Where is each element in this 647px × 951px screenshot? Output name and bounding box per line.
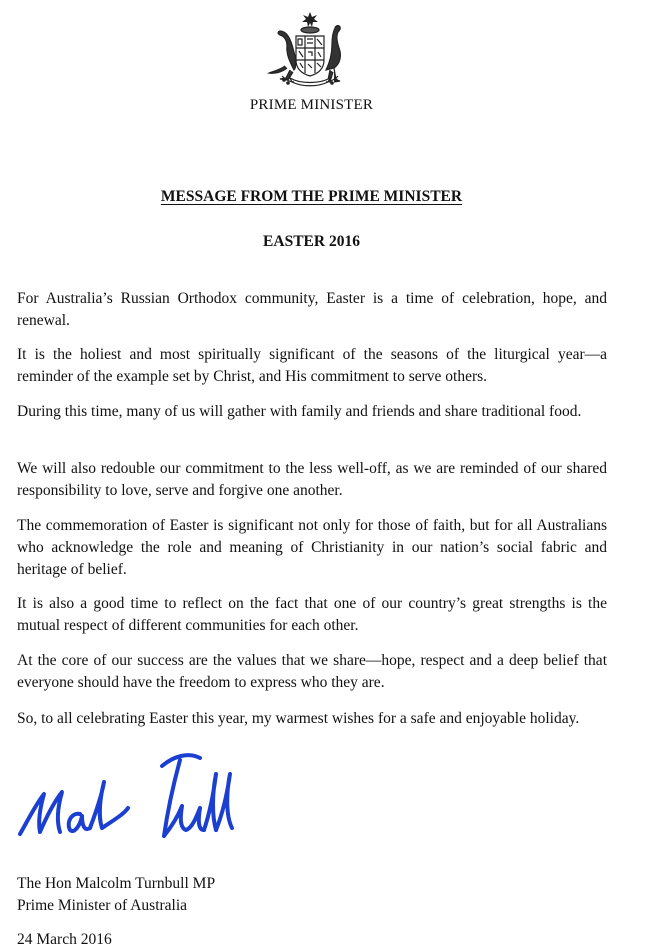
letter-date: 24 March 2016 — [17, 931, 112, 948]
paragraph: The commemoration of Easter is significant not only for those of faith, but for all Australians who acknowledge the role and meaning of Christianity in our nation’s social fabric and heritage of belief. — [17, 517, 607, 578]
paragraph: It is also a good time to reflect on the fact that one of our country’s great strengths is the mutual respect of different communities for each other. — [17, 595, 607, 634]
paragraph: It is the holiest and most spiritually significant of the seasons of the liturgical year—a reminder of the example set by Christ, and His commitment to serve others. — [17, 346, 607, 385]
page-title: MESSAGE FROM THE PRIME MINISTER — [160, 188, 463, 205]
paragraph: For Australia’s Russian Orthodox community, Easter is a time of celebration, hope, and renewal. — [17, 290, 607, 329]
signatory-position: Prime Minister of Australia — [17, 897, 188, 914]
paragraph: We will also redouble our commitment to the less well-off, as we are reminded of our shared responsibility to love, serve and forgive one another. — [17, 460, 607, 499]
signatory-block — [17, 873, 215, 917]
handwritten-signature-icon — [14, 742, 244, 862]
coat-of-arms-icon — [260, 10, 360, 90]
paragraph: During this time, many of us will gather with family and friends and share traditional food. — [17, 403, 582, 420]
signatory-name: The Hon Malcolm Turnbull MP — [17, 875, 216, 892]
office-title: PRIME MINISTER — [249, 97, 374, 113]
paragraph: At the core of our success are the values that we share—hope, respect and a deep belief that everyone should have the freedom to express who they are. — [17, 652, 607, 691]
page-subtitle: EASTER 2016 — [263, 233, 360, 250]
paragraph: So, to all celebrating Easter this year, my warmest wishes for a safe and enjoyable holiday. — [17, 710, 580, 727]
